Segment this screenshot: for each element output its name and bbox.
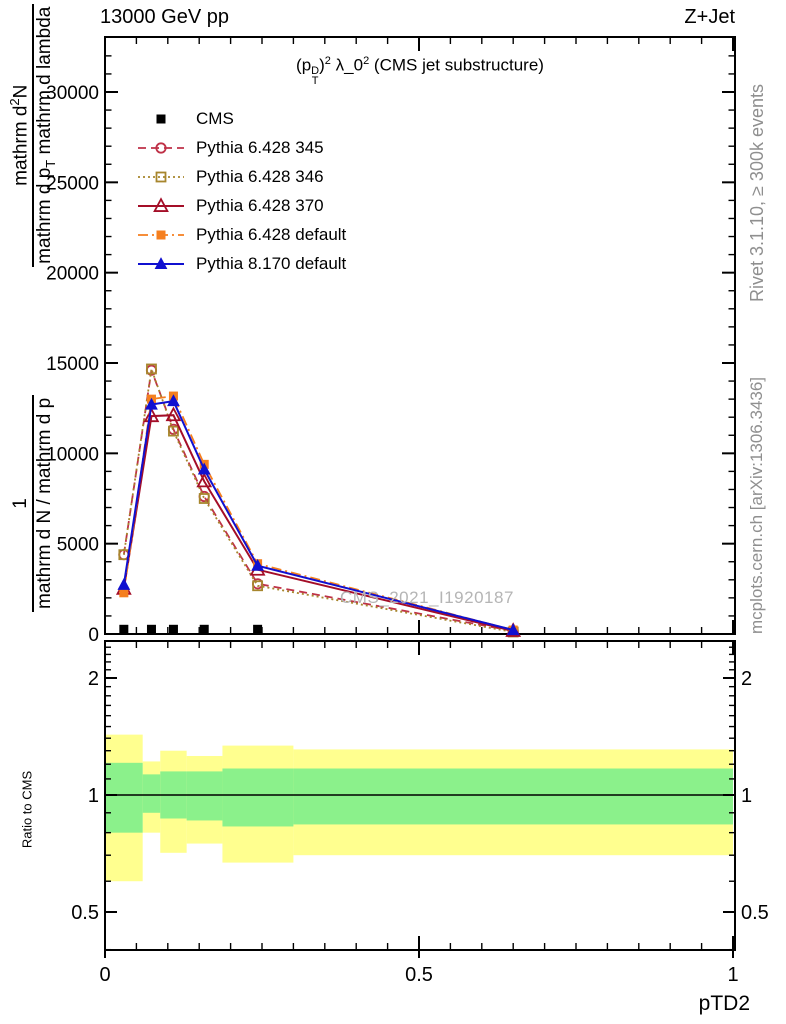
legend-label: CMS [196, 108, 234, 128]
marker-square-filled [253, 625, 262, 634]
rivet-version-credit: Rivet 3.1.10, ≥ 300k events [747, 83, 767, 302]
ratio-band-inner [187, 771, 223, 820]
y-axis-title-fraction-1 [10, 395, 56, 612]
legend-item [138, 133, 346, 162]
ratio-y-tick-label-right: 0.5 [741, 901, 769, 924]
legend-label: Pythia 8.170 default [196, 253, 347, 273]
legend-swatch [138, 138, 184, 158]
marker-square-filled [157, 114, 166, 123]
fraction-denominator [32, 4, 59, 267]
fraction-denominator: mathrm d N / mathrm d p [32, 395, 56, 612]
watermark: CMS_2021_I1920187 [340, 588, 514, 607]
fraction-text: mathrm d p [33, 167, 55, 264]
legend-label: Pythia 6.428 default [196, 224, 347, 244]
ratio-band-inner [293, 768, 733, 824]
plot-title-exponent: 2 [324, 55, 331, 67]
legend-swatch [138, 167, 184, 187]
legend-item [138, 220, 346, 249]
legend-item [138, 191, 346, 220]
ratio-band-inner [222, 768, 293, 826]
ratio-band-inner [105, 763, 143, 833]
fraction-text: mathrm d lambda [33, 6, 55, 160]
y-axis-title [2, 6, 64, 640]
marker-square-filled [147, 625, 156, 634]
marker-square-filled [119, 625, 128, 634]
plot-title-text: ) [319, 55, 325, 75]
ratio-band-inner [143, 774, 161, 812]
legend-item [138, 249, 346, 278]
ratio-y-tick-label-right: 1 [741, 785, 753, 807]
main-y-tick-label: 20000 [46, 263, 99, 285]
legend-label: Pythia 6.428 345 [196, 137, 324, 157]
main-y-tick-label: 10000 [46, 444, 99, 466]
beam-energy-title: 13000 GeV pp [100, 6, 229, 28]
fraction-numerator [8, 82, 32, 189]
plot-title-exponent: 2 [363, 55, 370, 67]
fraction-text: mathrm d [9, 105, 31, 186]
plot-title [105, 55, 735, 86]
main-y-tick-label: 15000 [46, 354, 99, 375]
plot-title-sub: T [311, 74, 319, 87]
legend-label: Pythia 6.428 346 [196, 166, 324, 186]
fraction-sup: 2 [6, 98, 22, 106]
plot-title-text: (p [296, 55, 312, 75]
legend [138, 104, 346, 278]
ratio-y-tick-label-left: 0.5 [71, 901, 99, 924]
ratio-axis-title: Ratio to CMS [19, 770, 35, 849]
x-tick-label: 0 [99, 964, 111, 986]
legend-swatch [138, 254, 184, 274]
ratio-bands [105, 735, 733, 882]
legend-item [138, 162, 346, 191]
plot-title-supsub [311, 66, 319, 86]
legend-swatch [138, 109, 184, 129]
main-y-tick-label: 25000 [46, 173, 99, 195]
plot-title-sup: D [311, 64, 320, 77]
fraction-text: N [9, 84, 31, 99]
marker-square-filled [200, 625, 209, 634]
marker-triangle [117, 578, 130, 590]
fraction-sub: T [42, 159, 58, 168]
main-y-tick-label: 5000 [56, 534, 99, 556]
fraction-numerator: 1 [10, 498, 32, 509]
plot-title-text: (CMS jet substructure) [369, 55, 544, 75]
legend-swatch [138, 196, 184, 216]
process-title: Z+Jet [684, 6, 735, 28]
ratio-y-tick-label-right: 2 [741, 668, 753, 691]
legend-item [138, 104, 346, 133]
y-axis-title-fraction-2 [8, 4, 59, 267]
ratio-y-tick-label-left: 1 [87, 785, 99, 807]
marker-square-filled [157, 230, 166, 239]
legend-label: Pythia 6.428 370 [196, 195, 324, 215]
mcplots-credit: mcplots.cern.ch [arXiv:1306.3436] [747, 376, 766, 634]
x-tick-label: 0.5 [405, 964, 433, 986]
main-y-tick-label: 0 [88, 625, 99, 646]
ratio-y-tick-label-left: 2 [87, 668, 99, 691]
x-tick-label: 1 [727, 964, 739, 986]
main-y-tick-label: 30000 [46, 83, 99, 104]
plot-title-text: λ_0 [330, 55, 364, 75]
x-axis-title: pTD2 [698, 992, 750, 1015]
legend-swatch [138, 225, 184, 245]
marker-square-filled [169, 625, 178, 634]
